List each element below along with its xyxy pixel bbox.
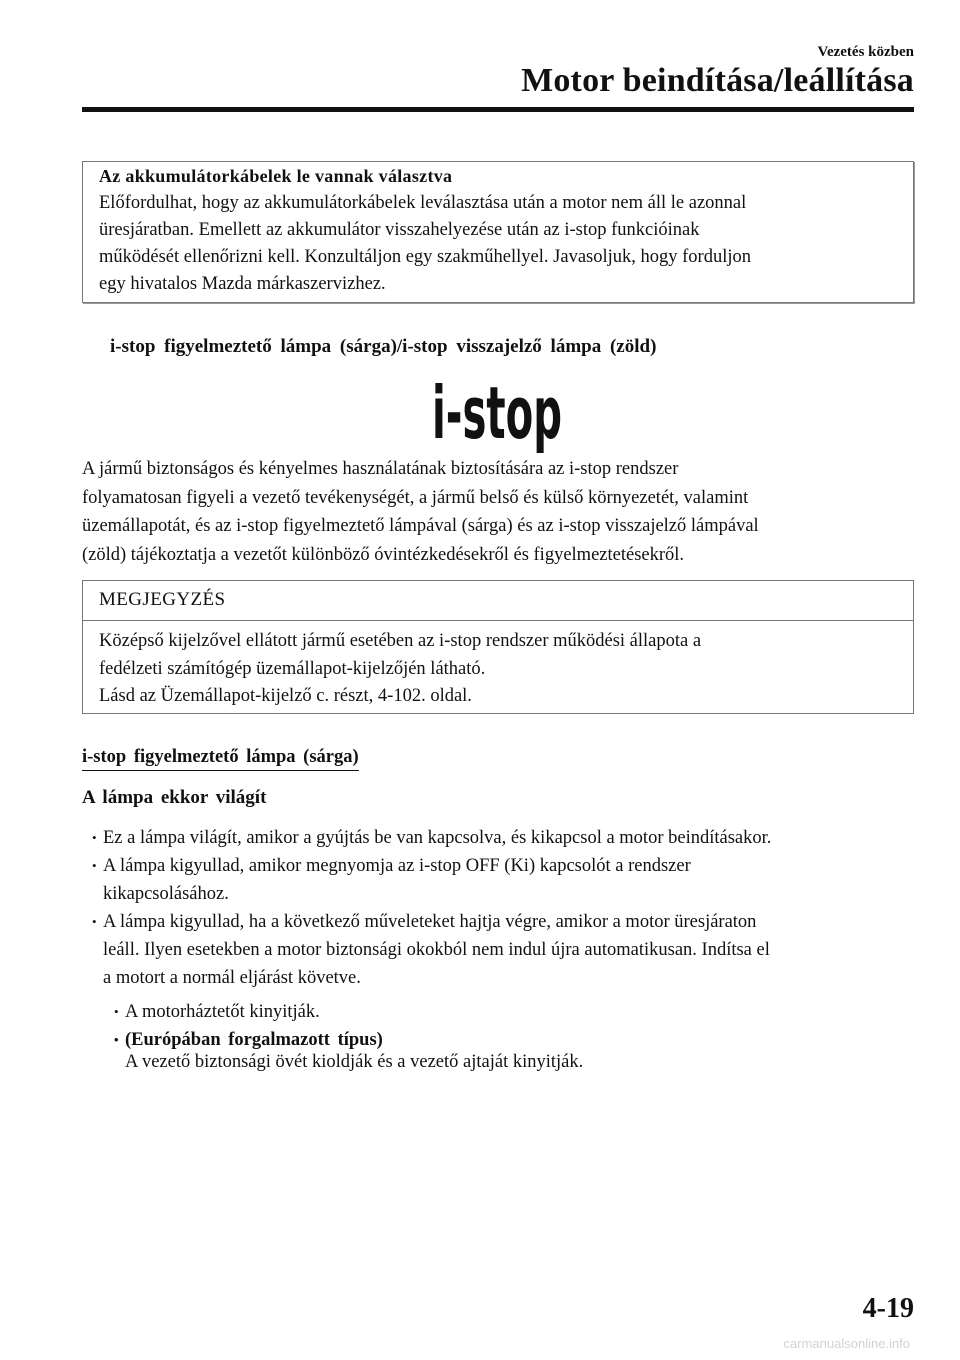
note-header [83, 581, 913, 621]
paragraph-line: A jármű biztonságos és kényelmes használatának biztosítására az i-stop rendszer [82, 459, 679, 479]
paragraph-line: üzemállapotát, és az i-stop figyelmeztető lámpával (sárga) és az i-stop visszajelző lámpával [82, 516, 759, 536]
note-line: Lásd az Üzemállapot-kijelző c. részt, 4-102. oldal. [99, 686, 472, 706]
lamp-section-paragraph [82, 455, 922, 569]
bullet-line: Ez a lámpa világít, amikor a gyújtás be van kapcsolva, és kikapcsol a motor beindításakor. [103, 828, 772, 848]
header-rule [82, 107, 914, 112]
bullet-dot: • [92, 914, 97, 929]
paragraph-line: folyamatosan figyeli a vezető tevékenységét, a jármű belső és külső környezetét, valamint [82, 487, 749, 508]
bullet-dot: • [114, 1004, 119, 1019]
note-title: MEGJEGYZÉS [99, 589, 226, 610]
page-number: 4-19 [862, 1293, 914, 1324]
warning-lamp-subheading: A lámpa ekkor világít [82, 787, 267, 808]
watermark: carmanualsonline.info [783, 1336, 910, 1351]
bullet-line: A lámpa kigyullad, amikor megnyomja az i-stop OFF (Ki) kapcsolót a rendszer [103, 856, 691, 876]
note-text [99, 628, 899, 711]
note-line: fedélzeti számítógép üzemállapot-kijelzőjén látható. [99, 658, 486, 679]
bullet-item [92, 824, 923, 852]
section-label: Vezetés közben [817, 44, 914, 60]
bullet-line: A lámpa kigyullad, ha a következő műveleteket hajtja végre, amikor a motor üresjáraton [103, 912, 757, 932]
notice-text [99, 190, 899, 298]
sub-bullet-item [114, 998, 915, 1026]
sub-bullet-text: (Európában forgalmazott típus) [125, 1030, 383, 1050]
bullet-dot: • [114, 1032, 119, 1047]
sub-bullet-detail: A vezető biztonsági övét kioldják és a vezető ajtaját kinyitják. [125, 1052, 584, 1072]
bullet-line: a motort a normál eljárást követve. [103, 968, 361, 988]
notice-title: Az akkumulátorkábelek le vannak választva [99, 166, 453, 186]
bullet-line: kikapcsolásához. [103, 884, 229, 904]
notice-box [82, 161, 914, 303]
chapter-title: Motor beindítása/leállítása [521, 62, 914, 99]
sub-bullet-text: A motorháztetőt kinyitják. [125, 1002, 320, 1022]
notice-line: egy hivatalos Mazda márkaszervizhez. [99, 274, 386, 294]
bullet-line: leáll. Ilyen esetekben a motor biztonsági okokból nem indul újra automatikusan. Indítsa el [103, 940, 770, 960]
warning-lamp-heading: i-stop figyelmeztető lámpa (sárga) [82, 747, 359, 771]
notice-line: működését ellenőrizni kell. Konzultáljon egy szakműhellyel. Javasoljuk, hogy forduljon [99, 247, 751, 267]
note-line: Középső kijelzővel ellátott jármű esetében az i-stop rendszer működési állapota a [99, 631, 702, 651]
lamp-section-title: i-stop figyelmeztető lámpa (sárga)/i-stop visszajelző lámpa (zöld) [110, 336, 657, 357]
sub-bullet-item [114, 1026, 915, 1054]
istop-logo-text: i-stop [432, 371, 562, 455]
notice-line: üresjáratban. Emellett az akkumulátor visszahelyezése után az i-stop funkcióinak [99, 220, 700, 240]
istop-indicator-icon [432, 371, 566, 455]
bullet-item [92, 852, 923, 908]
paragraph-line: (zöld) tájékoztatja a vezetőt különböző óvintézkedésekről és figyelmeztetésekről. [82, 544, 685, 565]
bullet-dot: • [92, 858, 97, 873]
bullet-dot: • [92, 830, 97, 845]
bullet-item [92, 908, 923, 992]
note-box [82, 580, 914, 714]
notice-line: Előfordulhat, hogy az akkumulátorkábelek leválasztása után a motor nem áll le azonnal [99, 193, 747, 213]
